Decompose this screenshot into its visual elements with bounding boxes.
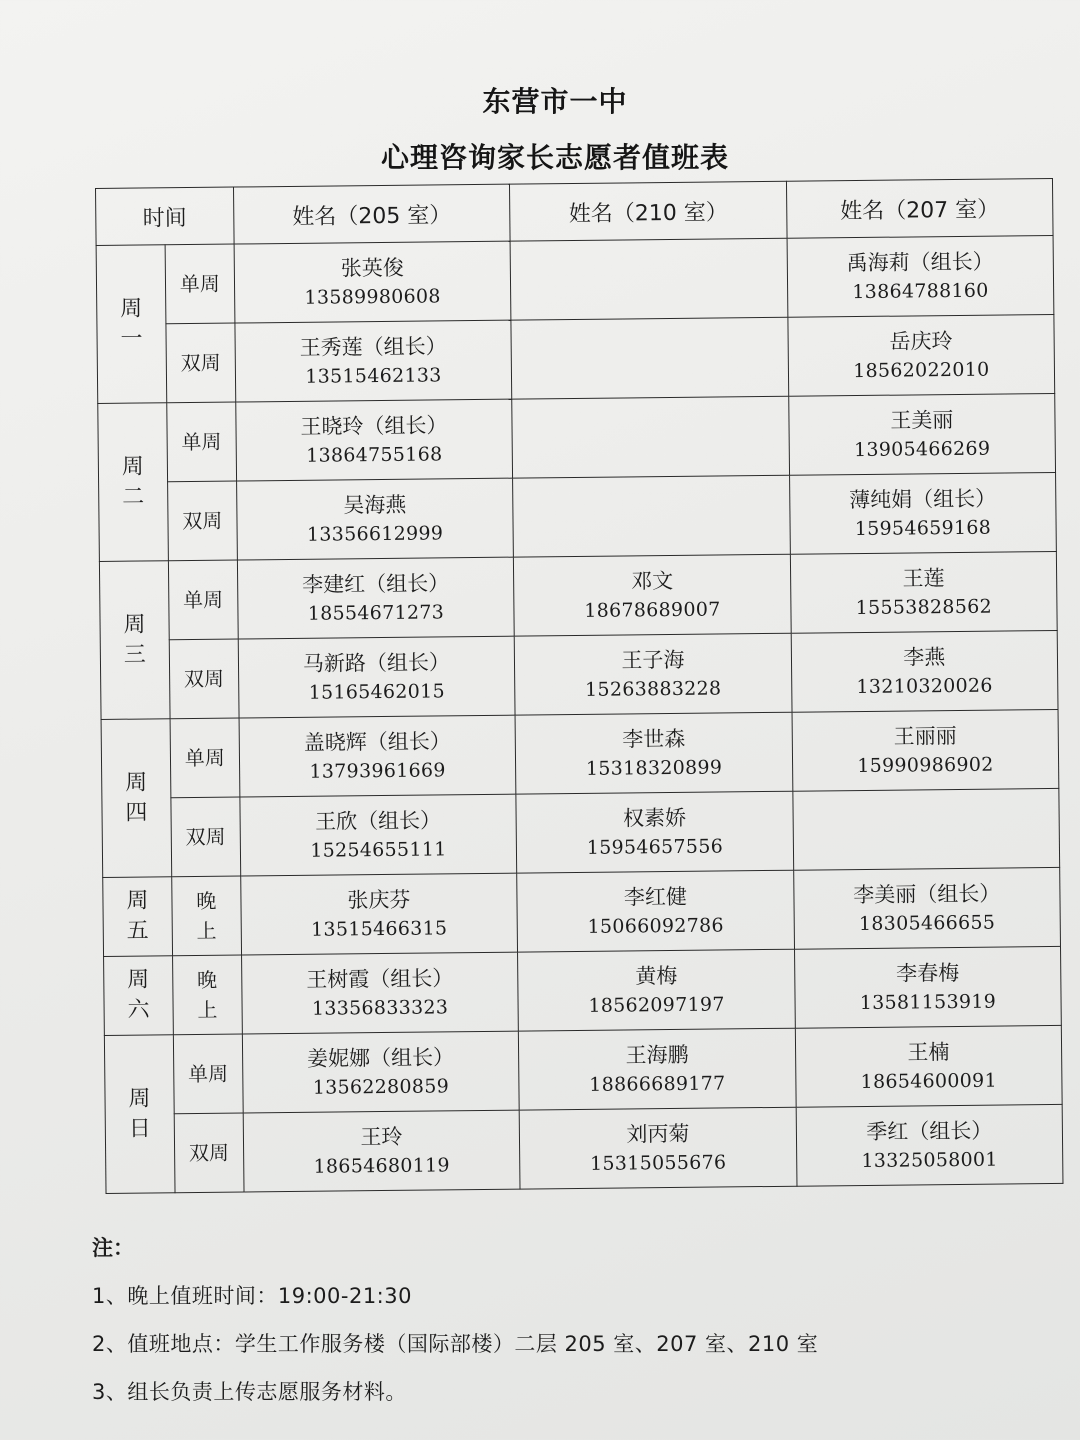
volunteer-name: 李建红（组长） [302, 571, 450, 597]
volunteer-name: 权素娇 [622, 805, 687, 831]
week-type-evening: 晚 上 [172, 955, 242, 1035]
volunteer-cell [243, 1110, 520, 1192]
volunteer-phone: 13562280859 [312, 1075, 450, 1099]
volunteer-phone: 15318320899 [585, 756, 723, 780]
volunteer-phone: 18562022010 [853, 358, 990, 383]
day-cell-tuesday: 周 二 [98, 403, 169, 562]
volunteer-name: 吴海燕 [343, 492, 407, 518]
day-cell-monday: 周 一 [96, 245, 167, 404]
volunteer-cell [796, 1104, 1063, 1186]
table-row [104, 1025, 1062, 1114]
volunteer-cell [242, 1031, 519, 1113]
volunteer-name: 季红（组长） [866, 1118, 993, 1144]
volunteer-phone: 18678689007 [584, 598, 721, 622]
notes-heading: 注： [92, 1236, 134, 1260]
volunteer-cell [794, 946, 1061, 1028]
volunteer-phone [793, 828, 1058, 831]
volunteer-cell [793, 788, 1060, 870]
volunteer-name: 王子海 [621, 647, 685, 673]
volunteer-phone: 15954657556 [586, 835, 724, 859]
table-row [102, 788, 1060, 877]
volunteer-phone: 18654680119 [313, 1154, 450, 1178]
volunteer-cell [240, 873, 517, 955]
volunteer-cell [238, 636, 515, 718]
volunteer-name: 刘丙菊 [626, 1121, 690, 1147]
volunteer-phone: 15553828562 [855, 595, 993, 620]
volunteer-name: 王丽丽 [893, 724, 957, 749]
volunteer-cell [236, 478, 513, 560]
volunteer-cell [789, 472, 1056, 554]
volunteer-name: 禹海莉（组长） [846, 249, 994, 276]
volunteer-phone: 13325058001 [861, 1148, 998, 1173]
volunteer-cell [235, 320, 512, 402]
volunteer-cell [793, 867, 1060, 949]
week-type-double: 双周 [167, 481, 237, 561]
note-item: 1、晚上值班时间：19:00-21:30 [92, 1284, 412, 1308]
volunteer-phone: 13515466315 [310, 917, 448, 941]
volunteer-name: 李春梅 [896, 960, 960, 986]
volunteer-phone [511, 278, 786, 281]
volunteer-cell [790, 551, 1057, 633]
volunteer-cell [517, 870, 794, 952]
volunteer-cell [237, 557, 514, 639]
volunteer-name: 王秀莲（组长） [299, 334, 447, 360]
week-type-double: 双周 [166, 323, 236, 403]
volunteer-cell [788, 314, 1055, 396]
volunteer-phone: 18866689177 [589, 1072, 726, 1096]
volunteer-phone: 15315055676 [589, 1151, 727, 1175]
volunteer-name: 黄梅 [635, 963, 678, 989]
volunteer-cell [787, 235, 1054, 317]
volunteer-phone: 18654600091 [860, 1069, 998, 1094]
volunteer-name: 王海鹏 [625, 1042, 689, 1068]
volunteer-phone: 13905466269 [853, 437, 991, 462]
volunteer-name: 张英俊 [340, 255, 404, 281]
table-row [100, 630, 1058, 719]
volunteer-name: 姜妮娜（组长） [306, 1045, 455, 1071]
volunteer-name: 王晓玲（组长） [300, 413, 448, 439]
volunteer-phone: 15954659168 [854, 516, 992, 541]
volunteer-name: 盖晓辉（组长） [303, 729, 451, 755]
volunteer-cell [240, 794, 517, 876]
volunteer-cell [234, 241, 511, 323]
schedule-title: 心理咨询家长志愿者值班表 [380, 141, 729, 174]
volunteer-phone: 18554671273 [307, 601, 445, 625]
volunteer-cell [514, 633, 791, 715]
volunteer-name [511, 278, 786, 281]
volunteer-phone: 15990986902 [857, 753, 994, 778]
header-room-210: 姓名（210 室） [510, 181, 787, 241]
volunteer-phone: 13589980608 [304, 285, 441, 309]
volunteer-cell [515, 712, 792, 794]
volunteer-phone: 13356612999 [306, 522, 444, 546]
week-type-single: 单周 [165, 244, 235, 324]
volunteer-phone: 18305466655 [858, 911, 996, 936]
volunteer-name [513, 436, 788, 439]
volunteer-phone: 13864788160 [852, 279, 989, 304]
volunteer-phone: 15263883228 [584, 677, 722, 701]
note-item: 2、值班地点：学生工作服务楼（国际部楼）二层 205 室、207 室、210 室 [92, 1332, 819, 1356]
volunteer-name [793, 828, 1058, 831]
volunteer-name: 岳庆玲 [889, 329, 953, 354]
volunteer-name [512, 357, 787, 360]
volunteer-cell [792, 709, 1059, 791]
week-type-single: 单周 [173, 1034, 243, 1114]
volunteer-cell [513, 475, 790, 557]
day-cell-thursday: 周 四 [101, 719, 172, 878]
volunteer-name: 李世森 [622, 726, 686, 752]
volunteer-name: 王美丽 [890, 408, 954, 433]
day-cell-wednesday: 周 三 [99, 561, 170, 720]
volunteer-cell [512, 396, 789, 478]
volunteer-cell [519, 1107, 796, 1189]
volunteer-phone: 15066092786 [587, 914, 724, 938]
table-row [99, 472, 1057, 561]
table-header-row [96, 178, 1054, 245]
volunteer-phone [512, 357, 787, 360]
table-row [103, 867, 1061, 956]
header-room-205: 姓名（205 室） [233, 184, 510, 244]
volunteer-name: 李美丽（组长） [853, 881, 1001, 908]
volunteer-cell [514, 554, 791, 636]
volunteer-cell [516, 791, 793, 873]
table-row [104, 946, 1062, 1035]
table-row [99, 551, 1057, 640]
table-row [96, 235, 1054, 324]
volunteer-cell [518, 949, 795, 1031]
volunteer-cell [788, 393, 1055, 475]
note-item: 3、组长负责上传志愿服务材料。 [92, 1380, 407, 1404]
volunteer-name: 张庆芬 [347, 887, 411, 913]
day-cell-friday: 周 五 [103, 877, 173, 957]
header-room-207: 姓名（207 室） [786, 178, 1053, 238]
notes-section [92, 1232, 818, 1424]
volunteer-phone: 18562097197 [588, 993, 725, 1017]
volunteer-name: 马新路（组长） [302, 650, 451, 676]
volunteer-name: 李燕 [903, 645, 946, 670]
header-time: 时间 [96, 187, 234, 245]
duty-schedule-table [95, 178, 1063, 1194]
volunteer-phone: 13356833323 [311, 996, 449, 1020]
table-row [101, 709, 1059, 798]
volunteer-phone: 15254655111 [310, 838, 447, 862]
volunteer-name: 邓文 [630, 568, 674, 594]
volunteer-cell [795, 1025, 1062, 1107]
volunteer-name: 王楠 [907, 1040, 950, 1065]
week-type-evening: 晚 上 [172, 876, 242, 956]
week-type-double: 双周 [169, 639, 239, 719]
volunteer-phone: 13210320026 [856, 674, 993, 699]
table-row [105, 1104, 1063, 1193]
school-title: 东营市一中 [482, 85, 628, 118]
week-type-single: 单周 [167, 402, 237, 482]
week-type-double: 双周 [171, 797, 241, 877]
volunteer-phone: 13515462133 [305, 364, 442, 388]
volunteer-name [514, 515, 789, 518]
table-row [97, 314, 1055, 403]
volunteer-phone [514, 515, 789, 518]
day-cell-saturday: 周 六 [104, 956, 174, 1036]
volunteer-phone [513, 436, 788, 439]
volunteer-name: 王莲 [902, 566, 945, 591]
volunteer-cell [510, 238, 787, 320]
week-type-double: 双周 [174, 1113, 244, 1193]
volunteer-phone: 13864755168 [306, 443, 443, 467]
volunteer-phone: 13581153919 [859, 990, 997, 1015]
volunteer-cell [519, 1028, 796, 1110]
volunteer-name: 李红健 [623, 884, 688, 910]
volunteer-cell [235, 399, 512, 481]
volunteer-phone: 15165462015 [308, 680, 446, 704]
week-type-single: 单周 [170, 718, 240, 798]
volunteer-name: 王树霞（组长） [306, 966, 454, 992]
day-cell-sunday: 周 日 [104, 1035, 175, 1194]
volunteer-cell [791, 630, 1058, 712]
volunteer-name: 王欣（组长） [314, 808, 442, 834]
volunteer-cell [239, 715, 516, 797]
volunteer-cell [241, 952, 518, 1034]
week-type-single: 单周 [168, 560, 238, 640]
table-row [98, 393, 1056, 482]
volunteer-name: 薄纯娟（组长） [849, 486, 997, 513]
volunteer-cell [511, 317, 788, 399]
volunteer-name: 王玲 [360, 1124, 403, 1150]
volunteer-phone: 13793961669 [309, 759, 446, 783]
